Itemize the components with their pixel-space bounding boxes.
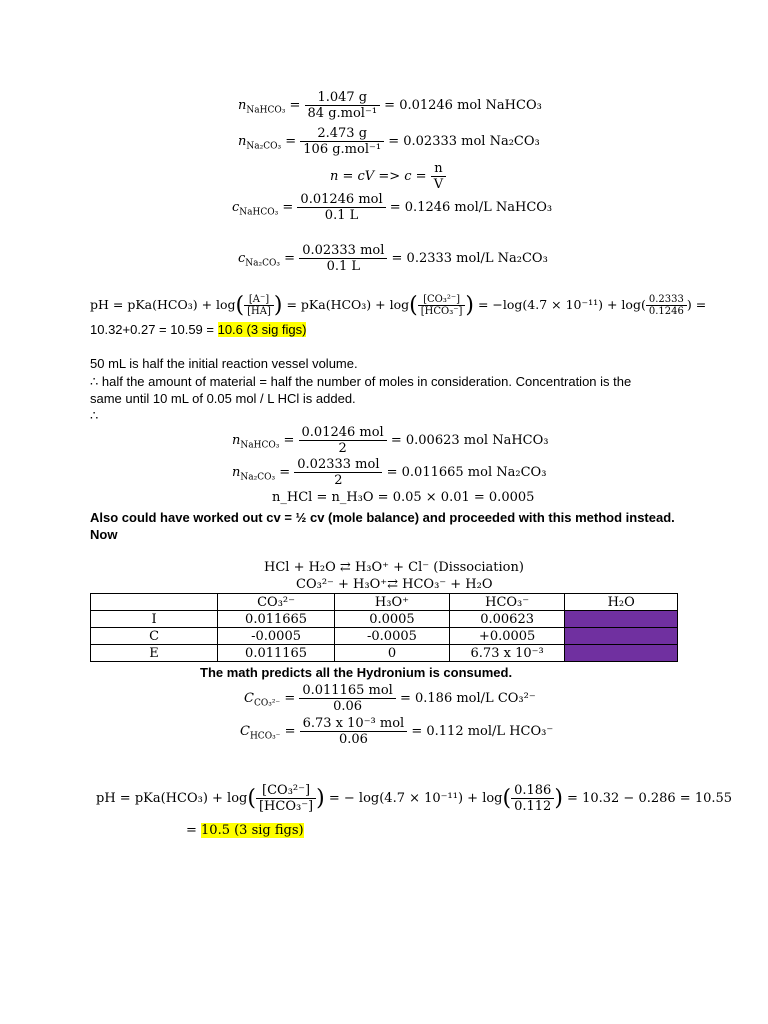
eq-half-n-nahco3: $n_{NaHCO_3}$ = $\frac{\text{0.01246 mol}}{2}$ = 0.00623 mol NaHCO₃ [232, 425, 549, 456]
table-header-cell: HCO₃⁻ [449, 594, 564, 611]
eq-n-na2co3: $n_{Na_2CO_3}$ = $\frac{2.473 g}{\text{106 g.mol⁻¹}}$ = 0.02333 mol Na₂CO₃ [238, 126, 540, 157]
table-cell: -0.0005 [218, 628, 335, 645]
eq-concentration-def: n = cV => c = $\frac{n}{V}$ [330, 161, 446, 192]
ice-table [90, 593, 678, 662]
table-header-cell: H₂O [565, 594, 678, 611]
text-line: same until 10 mL of 0.05 mol / L HCl is added. [90, 391, 356, 406]
table-cell-shaded [565, 645, 678, 662]
ph-result-2: = 10.5 (3 sig figs) [186, 823, 304, 838]
reaction-dissociation: HCl + H₂O ⇄ H₃O⁺ + Cl⁻ (Dissociation) [264, 560, 524, 575]
eq-c-co3: $C_{CO_3^{2-}}$ = $\frac{\text{0.011165 mol}}{0.06}$ = 0.186 mol/L CO₃²⁻ [244, 683, 536, 714]
eq-c-na2co3: $c_{Na_2CO_3}$ = $\frac{\text{0.02333 mol}}{0.1 L}$ = 0.2333 mol/L Na₂CO₃ [238, 243, 548, 274]
therefore-symbol: ∴ [90, 408, 99, 423]
ph-equation-2: pH = pKa(HCO₃) + log( $\frac{\text{[CO₃²⁻]}}{\text{[HCO₃⁻]}}$ ) = − log(4.7 × 10⁻¹¹) + log( $\frac{0.186}{0.112}$ ) = 10.32 − 0.286 = 10.55 [96, 783, 733, 814]
table-row [91, 611, 678, 628]
table-cell: -0.0005 [335, 628, 450, 645]
table-cell: I [91, 611, 218, 628]
table-cell: E [91, 645, 218, 662]
text-line: ∴ half the amount of material = half the number of moles in consideration. Concentration is the [90, 374, 632, 389]
eq-half-n-na2co3: $n_{Na_2CO_3}$ = $\frac{\text{0.02333 mol}}{2}$ = 0.011665 mol Na₂CO₃ [232, 457, 547, 488]
table-cell: 0.00623 [449, 611, 564, 628]
reaction-neutralization: CO₃²⁻ + H₃O⁺⇄ HCO₃⁻ + H₂O [296, 577, 493, 592]
ph-equation-1: pH = pKa(HCO₃) + log( $\frac{[A^-]}{[HA]}$ ) = pKa(HCO₃) + log( $\frac{\text{[CO₃²⁻]}}{\text{[HCO₃⁻]}}$ ) = −log(4.7 × 10⁻¹¹) + log( $\frac{0.2333}{0.1246}$ ) = [90, 293, 707, 318]
table-cell: +0.0005 [449, 628, 564, 645]
table-header-cell [91, 594, 218, 611]
table-row [91, 628, 678, 645]
eq-c-nahco3: $c_{NaHCO_3}$ = $\frac{\text{0.01246 mol}}{0.1 L}$ = 0.1246 mol/L NaHCO₃ [232, 192, 553, 223]
text-line: Now [90, 527, 118, 542]
table-header-cell: CO₃²⁻ [218, 594, 335, 611]
table-cell: 0.011665 [218, 611, 335, 628]
table-cell: 0 [335, 645, 450, 662]
table-cell: C [91, 628, 218, 645]
highlighted-answer-2: 10.5 (3 sig figs) [201, 823, 304, 838]
table-row [91, 645, 678, 662]
text-line: 50 mL is half the initial reaction vessel volume. [90, 356, 358, 371]
table-cell: 0.0005 [335, 611, 450, 628]
eq-c-hco3: $C_{HCO_3^-}$ = $\frac{\text{6.73 x 10⁻³ mol}}{0.06}$ = 0.112 mol/L HCO₃⁻ [240, 716, 554, 747]
table-cell-shaded [565, 628, 678, 645]
table-cell: 0.011165 [218, 645, 335, 662]
table-cell-shaded [565, 611, 678, 628]
eq-n-hcl: n_HCl = n_H₃O = 0.05 × 0.01 = 0.0005 [272, 490, 535, 505]
text-line: Also could have worked out cv = ½ cv (mole balance) and proceeded with this method instead. [90, 510, 675, 525]
note-hydronium: The math predicts all the Hydronium is consumed. [200, 665, 513, 680]
highlighted-answer-1: 10.6 (3 sig figs) [217, 322, 307, 337]
ph-result-1: 10.32+0.27 = 10.59 = 10.6 (3 sig figs) [90, 322, 307, 337]
table-cell: 6.73 x 10⁻³ [449, 645, 564, 662]
table-header-row [91, 594, 678, 611]
table-header-cell: H₃O⁺ [335, 594, 450, 611]
eq-n-nahco3: $n_{NaHCO_3}$ = $\frac{1.047 g}{\text{84 g.mol⁻¹}}$ = 0.01246 mol NaHCO₃ [238, 90, 542, 121]
